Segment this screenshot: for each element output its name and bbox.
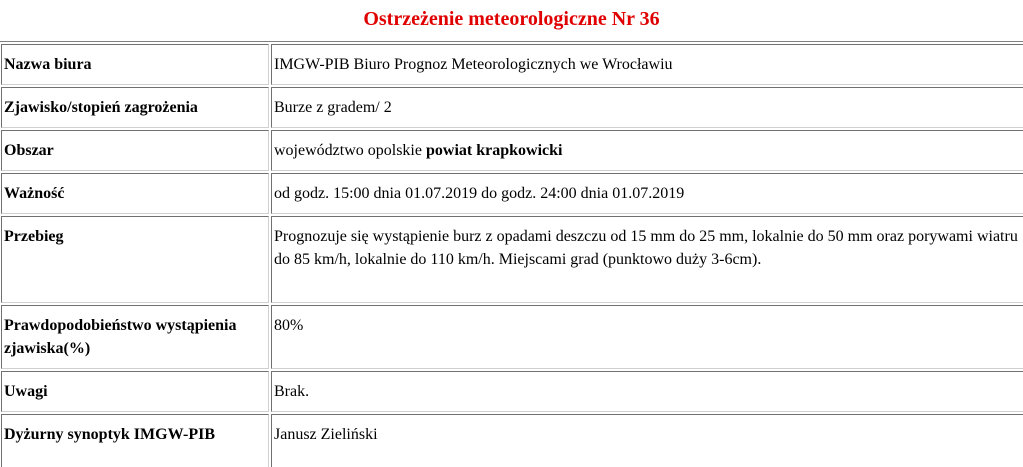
phenomenon-label: Zjawisko/stopień zagrożenia — [1, 87, 269, 128]
page-title: Ostrzeżenie meteorologiczne Nr 36 — [363, 8, 660, 30]
area-value — [271, 130, 1023, 171]
validity-value: od godz. 15:00 dnia 01.07.2019 do godz. 24:00 dnia 01.07.2019 — [271, 173, 1023, 214]
office-value: IMGW-PIB Biuro Prognoz Meteorologicznych we Wrocławiu — [271, 44, 1023, 85]
duty-label: Dyżurny synoptyk IMGW-PIB — [1, 414, 269, 467]
table-row-area — [1, 130, 1023, 171]
course-value: Prognozuje się wystąpienie burz z opadami deszczu od 15 mm do 25 mm, lokalnie do 50 mm oraz porywami wiatru do 85 km/h, lokalnie do 110 km/h. Miejscami grad (punktowo duży 3-6cm). — [271, 216, 1023, 303]
table-row-probability — [1, 305, 1023, 369]
phenomenon-value: Burze z gradem/ 2 — [271, 87, 1023, 128]
table-row-duty — [1, 414, 1023, 467]
office-label: Nazwa biura — [1, 44, 269, 85]
table-row-notes — [1, 371, 1023, 412]
area-label: Obszar — [1, 130, 269, 171]
probability-value: 80% — [271, 305, 1023, 369]
notes-label: Uwagi — [1, 371, 269, 412]
validity-label: Ważność — [1, 173, 269, 214]
warning-table — [0, 41, 1023, 467]
notes-value: Brak. — [271, 371, 1023, 412]
table-row-office — [1, 44, 1023, 85]
table-row-course — [1, 216, 1023, 303]
table-row-phenomenon — [1, 87, 1023, 128]
area-voivodeship: województwo opolskie — [274, 142, 426, 159]
area-county: powiat krapkowicki — [425, 142, 563, 159]
duty-value: Janusz Zieliński — [271, 414, 1023, 467]
course-label: Przebieg — [1, 216, 269, 303]
probability-label: Prawdopodobieństwo wystąpienia zjawiska(%) — [1, 305, 269, 369]
table-row-validity — [1, 173, 1023, 214]
